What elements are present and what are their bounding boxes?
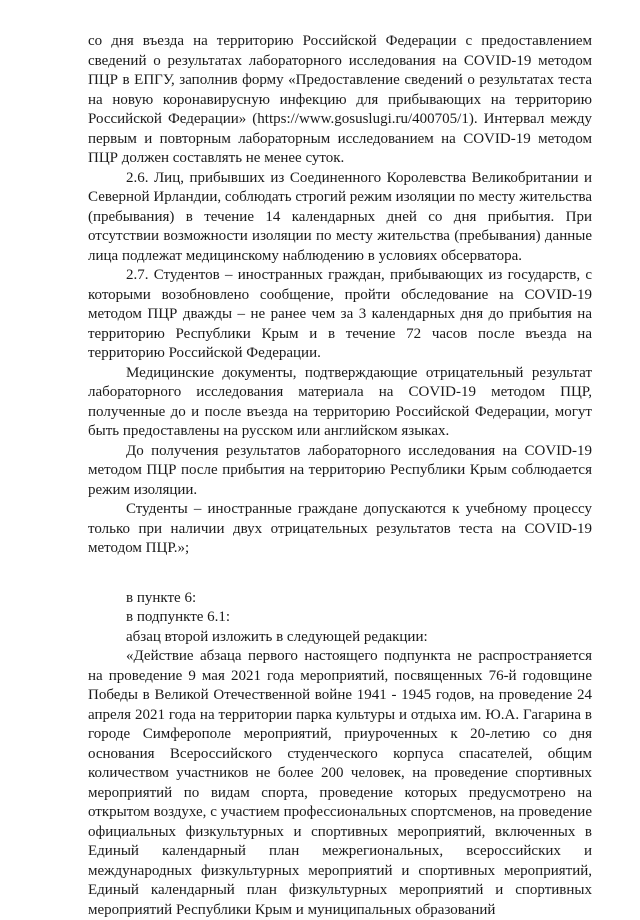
subline-instruction: абзац второй изложить в следующей редакции:	[126, 628, 428, 645]
paragraph-quote: «Действие абзаца первого настоящего подпункта не распространяется на проведение 9 мая 2021 года мероприятий, посвященных 76-й годовщине Победы в Великой Отечественной войне 1941 - 1945 годов, на проведение 24 апреля 2021 года на территории парка культуры и отдыха им. Ю.А. Гагарина в городе Симферополе мероприятий, приуроченных к 20-летию со дня основания Всероссийского студенческого корпуса спасателей, общим количеством участников не более 200 человек, на проведение спортивных мероприятий по видам спорта, проведение которых предусмотрено на открытом воздухе, с участием профессиональных спортсменов, на проведение официальных физкультурных и спортивных мероприятий, включенных в Единый календарный план межрегиональных, всероссийских и международных физкультурных мероприятий и спортивных мероприятий, Единый календарный план физкультурных мероприятий и спортивных мероприятий Республики Крым и муниципальных образований	[88, 648, 592, 918]
subline-subitem-6-1: в подпункте 6.1:	[126, 609, 231, 625]
document-body	[88, 32, 592, 920]
paragraph-medical-documents: Медицинские документы, подтверждающие отрицательный результат лабораторного исследования материала на COVID-19 методом ПЦР, полученные до и после въезда на территорию Российской Федерации, могут быть предоставлены на русском или английском языках.	[88, 364, 592, 439]
paragraph-gap	[88, 559, 592, 589]
paragraph-2-6: 2.6. Лиц, прибывших из Соединенного Королевства Великобритании и Северной Ирландии, соблюдать строгий режим изоляции по месту жительства (пребывания) в течение 14 календарных дней со дня прибытия. При отсутствии возможности изоляции по месту жительства (пребывания) данные лица подлежат медицинскому наблюдению в условиях обсерватора.	[88, 169, 592, 264]
paragraph-continuation: со дня въезда на территорию Российской Федерации с предоставлением сведений о результатах лабораторного исследования на COVID-19 методом ПЦР в ЕПГУ, заполнив форму «Предоставление сведений о результатах теста на новую коронавирусную инфекцию для прибывающих на территорию Российской Федерации» (https://www.gosuslugi.ru/400705/1). Интервал между первым и повторным лабораторным исследованием на COVID-19 методом ПЦР должен составлять не менее суток.	[88, 33, 592, 166]
paragraph-isolation: До получения результатов лабораторного исследования на COVID-19 методом ПЦР после прибытия на территорию Республики Крым соблюдается режим изоляции.	[88, 442, 592, 498]
paragraph-2-7: 2.7. Студентов – иностранных граждан, прибывающих из государств, с которыми возобновлено сообщение, пройти обследование на COVID-19 методом ПЦР дважды – не ранее чем за 3 календарных дня до прибытия на территорию Республики Крым и в течение 72 часов после въезда на территорию Российской Федерации.	[88, 267, 592, 361]
paragraph-students: Студенты – иностранные граждане допускаются к учебному процессу только при наличии двух отрицательных результатов теста на COVID-19 методом ПЦР.»;	[88, 501, 592, 556]
subline-item-6: в пункте 6:	[126, 589, 197, 606]
